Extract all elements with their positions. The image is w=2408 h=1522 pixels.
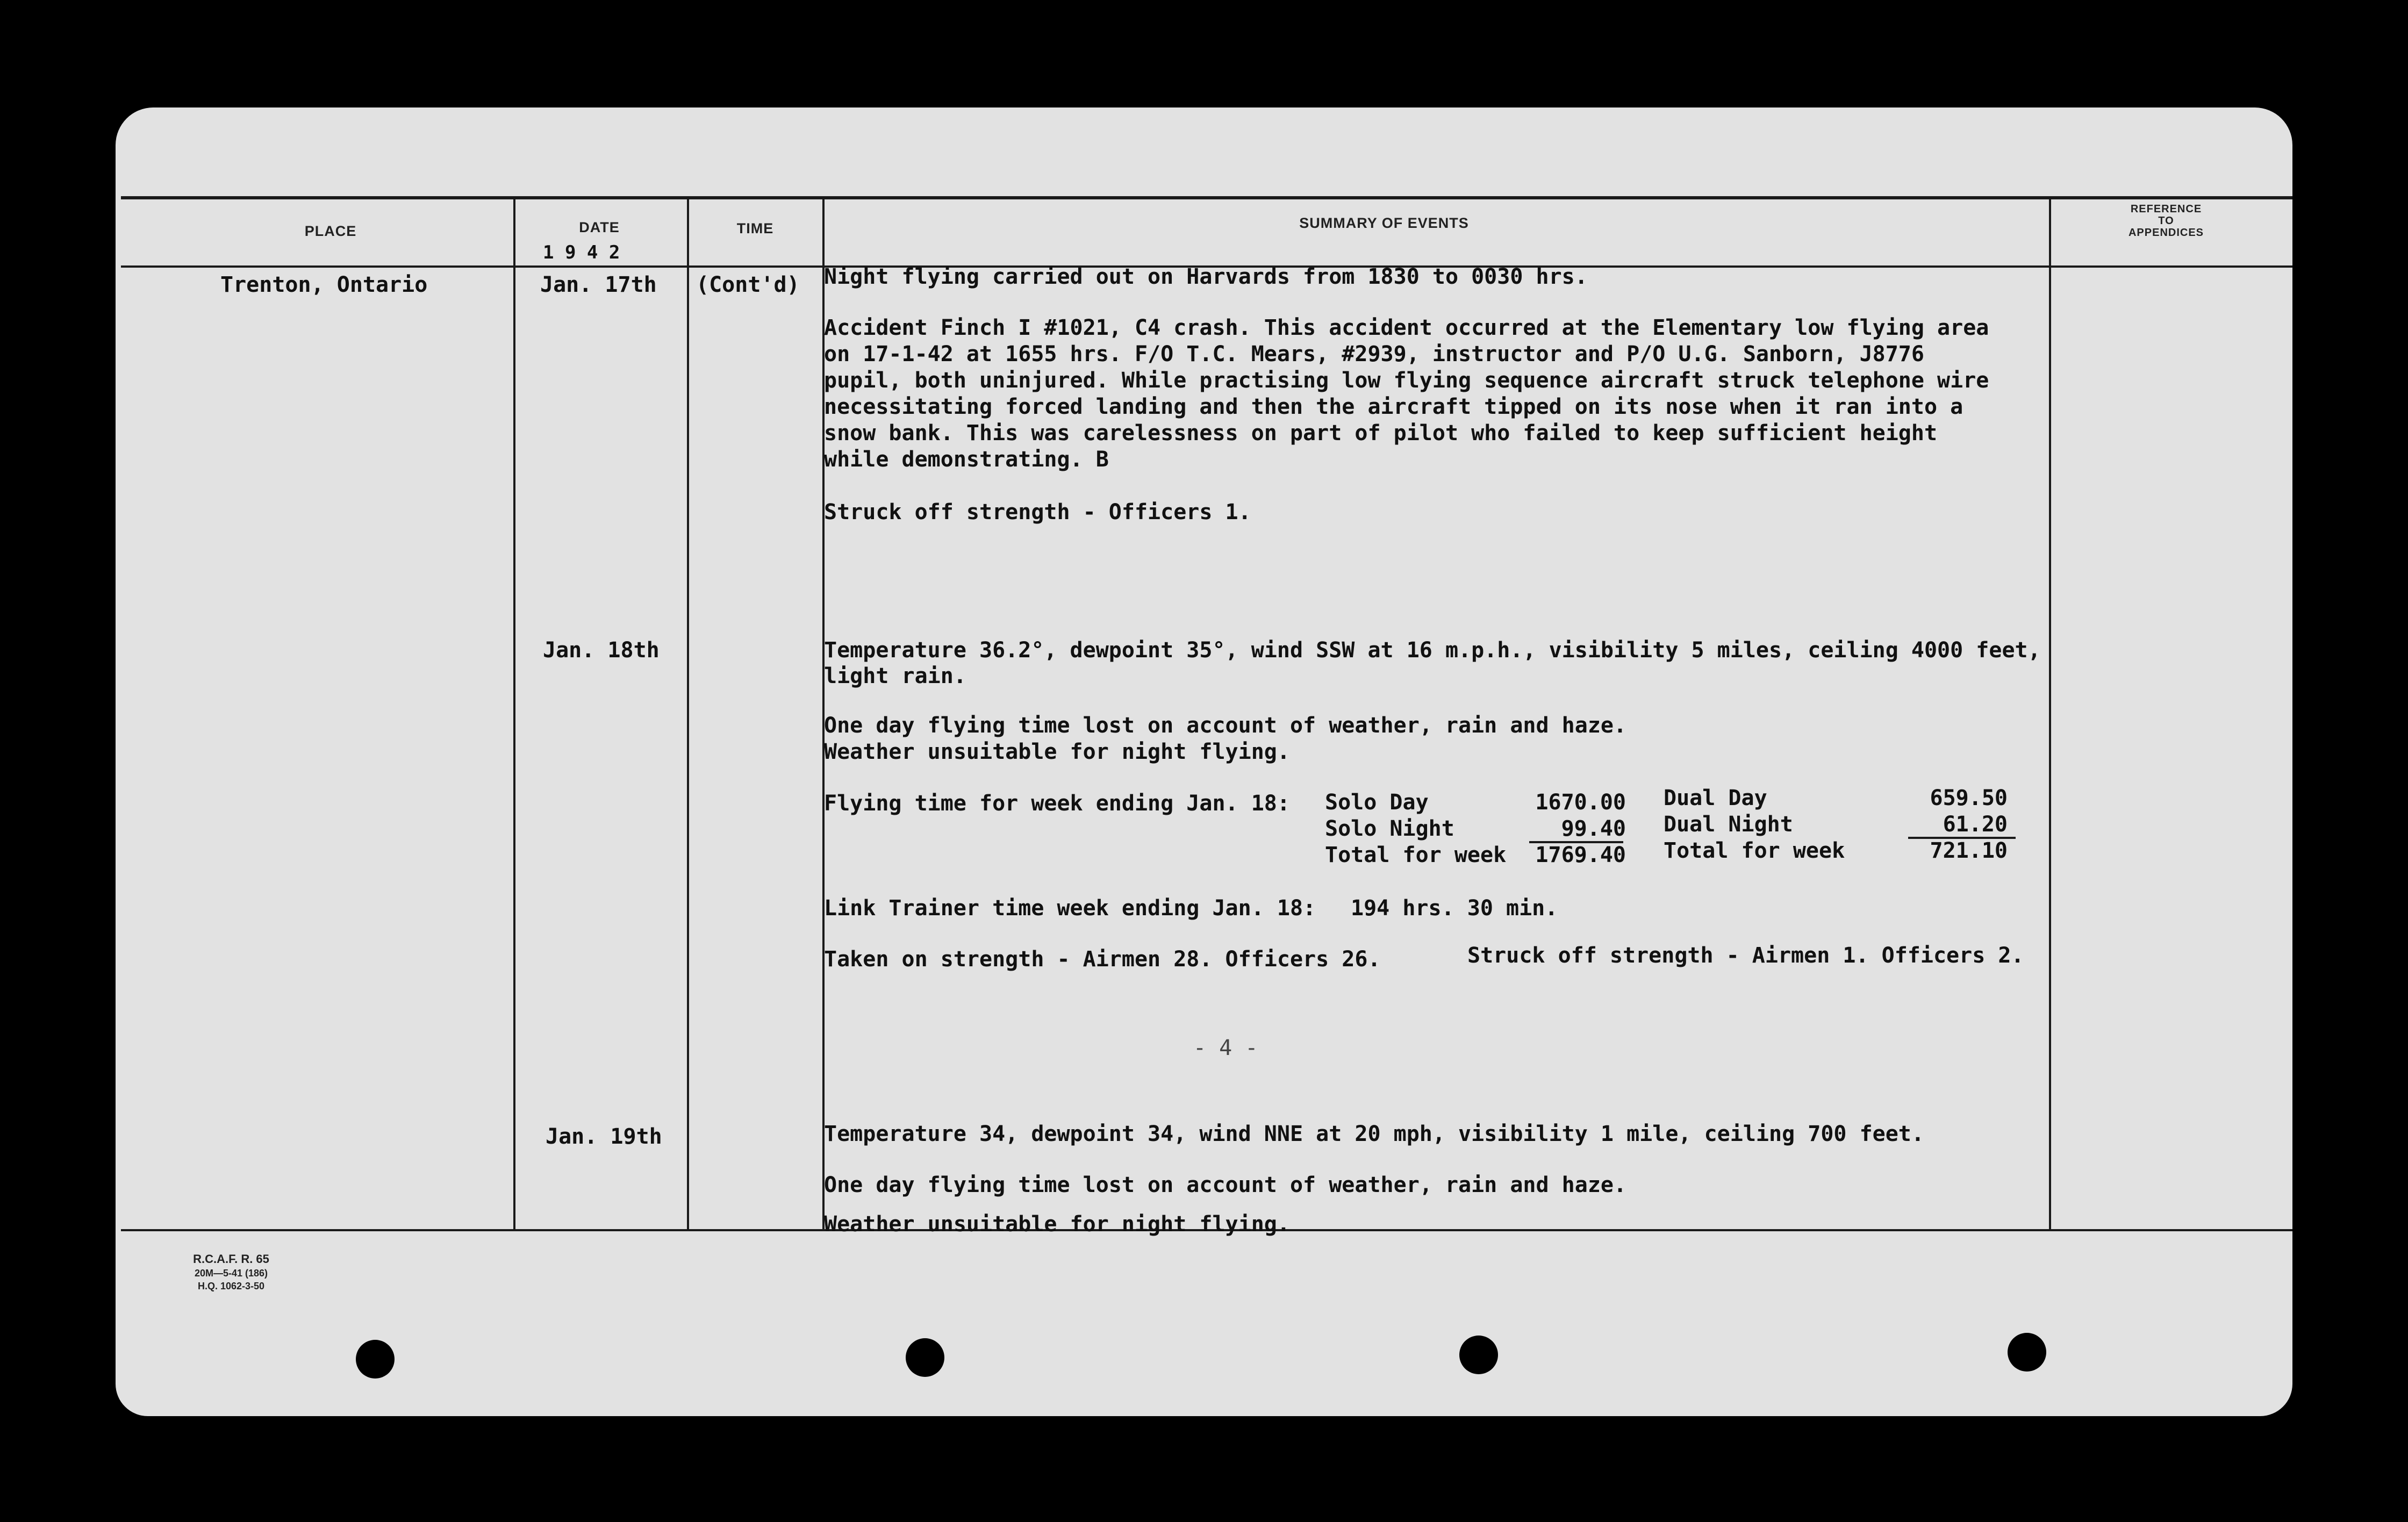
punch-hole	[1459, 1336, 1498, 1374]
punch-hole	[906, 1338, 944, 1377]
form-number-line2: 20M—5-41 (186)	[194, 1268, 268, 1279]
dual-day-value: 659.50	[1930, 786, 2008, 810]
header-reference-1: REFERENCE	[2130, 203, 2202, 215]
date-jan-17: Jan. 17th	[540, 272, 657, 297]
punch-hole	[2008, 1333, 2046, 1372]
struck-off-jan-17: Struck off strength - Officers 1.	[824, 500, 1251, 525]
dual-total-value: 721.10	[1930, 838, 2008, 863]
night-unsuitable-jan-18: Weather unsuitable for night flying.	[824, 740, 1290, 764]
header-date: DATE	[579, 219, 620, 235]
weather-jan-18-line1: Temperature 36.2°, dewpoint 35°, wind SSW at 16 m.p.h., visibility 5 miles, ceiling 4000 feet,	[824, 638, 2041, 663]
header-reference-3: APPENDICES	[2128, 227, 2204, 239]
dual-night-value: 61.20	[1943, 812, 2008, 837]
solo-total-label: Total for week	[1325, 843, 1507, 867]
header-place: PLACE	[304, 223, 357, 239]
time-lost-jan-19: One day flying time lost on account of weather, rain and haze.	[824, 1173, 1627, 1197]
solo-total-value: 1769.40	[1535, 843, 1626, 867]
form-number-line3: H.Q. 1062-3-50	[197, 1281, 265, 1291]
flying-time-label: Flying time for week ending Jan. 18:	[824, 791, 1290, 816]
top-rule	[121, 196, 2292, 199]
header-summary: SUMMARY OF EVENTS	[1299, 215, 1469, 231]
dual-day-label: Dual Day	[1664, 786, 1767, 810]
solo-night-label: Solo Night	[1325, 816, 1454, 841]
weather-jan-19: Temperature 34, dewpoint 34, wind NNE at 20 mph, visibility 1 mile, ceiling 700 feet.	[824, 1122, 1924, 1146]
accident-line: on 17-1-42 at 1655 hrs. F/O T.C. Mears, #2939, instructor and P/O U.G. Sanborn, J8776	[824, 342, 1924, 367]
time-lost-jan-18: One day flying time lost on account of weather, rain and haze.	[824, 713, 1627, 738]
link-trainer-label: Link Trainer time week ending Jan. 18:	[824, 896, 1316, 921]
solo-day-value: 1670.00	[1535, 790, 1626, 815]
dual-total-label: Total for week	[1664, 838, 1845, 863]
punch-hole	[356, 1340, 395, 1379]
struck-off-jan-18: Struck off strength - Airmen 1. Officers 2.	[1467, 943, 2024, 968]
column-rule-date	[513, 199, 515, 1231]
accident-line: Accident Finch I #1021, C4 crash. This accident occurred at the Elementary low flying area	[824, 315, 1989, 340]
header-year: 1 9 4 2	[543, 242, 620, 263]
solo-day-label: Solo Day	[1325, 790, 1429, 815]
link-trainer-value: 194 hrs. 30 min.	[1351, 896, 1558, 921]
night-unsuitable-jan-19: Weather unsuitable for night flying.	[824, 1212, 1290, 1237]
page-number: - 4 -	[1193, 1036, 1258, 1060]
diary-card	[116, 107, 2292, 1416]
accident-line: while demonstrating. B	[824, 447, 1109, 472]
header-time: TIME	[736, 220, 774, 236]
time-cont: (Cont'd)	[696, 272, 800, 297]
weather-jan-18-line2: light rain.	[824, 664, 966, 688]
form-number-line1: R.C.A.F. R. 65	[193, 1252, 269, 1266]
header-reference-2: TO	[2158, 215, 2174, 227]
column-rule-reference	[2049, 199, 2051, 1231]
dual-night-label: Dual Night	[1664, 812, 1793, 837]
solo-night-value: 99.40	[1561, 816, 1626, 841]
night-flying-line: Night flying carried out on Harvards from 1830 to 0030 hrs.	[824, 264, 1588, 289]
accident-line: snow bank. This was carelessness on part of pilot who failed to keep sufficient height	[824, 421, 1938, 446]
accident-line: necessitating forced landing and then the aircraft tipped on its nose when it ran into a	[824, 394, 1963, 419]
date-jan-19: Jan. 19th	[546, 1124, 662, 1149]
taken-on-strength: Taken on strength - Airmen 28. Officers 26.	[824, 947, 1381, 972]
place-cell: Trenton, Ontario	[220, 272, 428, 297]
column-rule-time	[687, 199, 689, 1231]
date-jan-18: Jan. 18th	[543, 638, 660, 663]
accident-line: pupil, both uninjured. While practising low flying sequence aircraft struck telephone wire	[824, 368, 1989, 393]
